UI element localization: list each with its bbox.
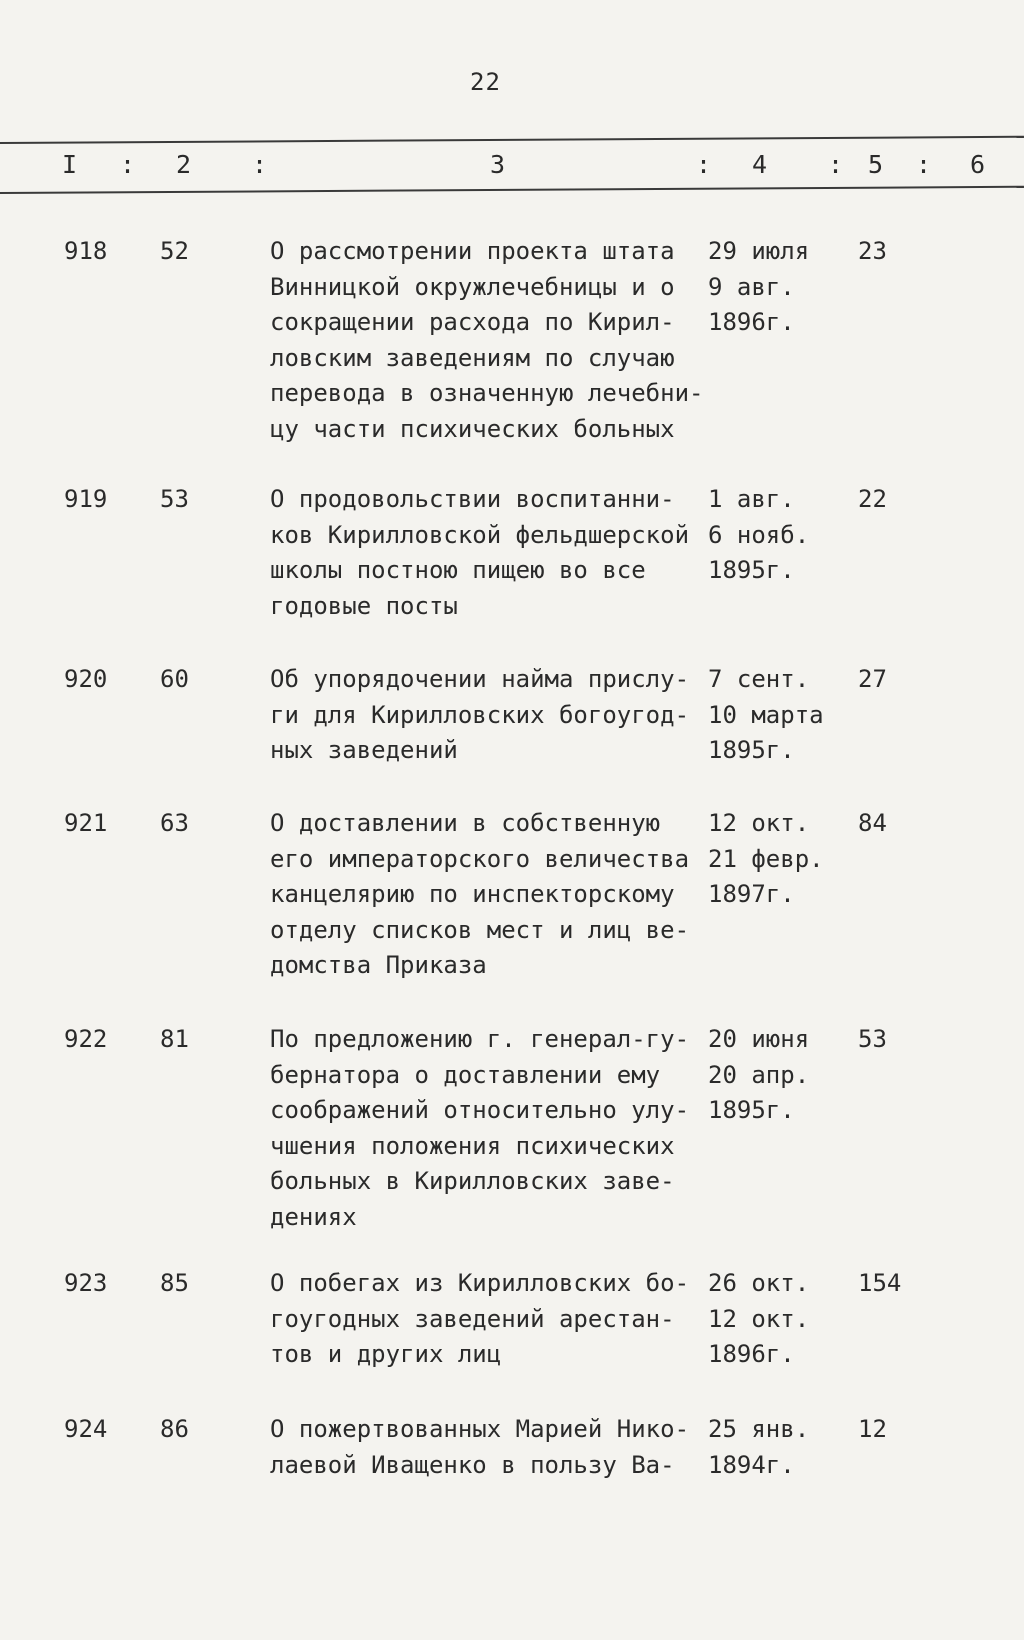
sheet-number: 52 [160, 237, 189, 265]
header-col-6: 6 [970, 150, 986, 179]
entry-date-line: 20 апр. [708, 1060, 810, 1089]
entry-title-line: По предложению г. генерал-гу- [270, 1025, 690, 1053]
entry-title [270, 806, 689, 984]
header-col-3: 3 [490, 150, 506, 179]
entry-title [270, 1266, 689, 1373]
entry-title-line: домства Приказа [270, 951, 487, 979]
sheet-number: 81 [160, 1025, 189, 1053]
entry-number: 920 [64, 665, 108, 693]
entry-date-line: 12 окт. [708, 1304, 810, 1333]
entry-date-line: 1896г. [708, 1340, 795, 1368]
entry-title-line: больных в Кирилловских заве- [270, 1167, 675, 1195]
entry-title-line: О рассмотрении проекта штата [270, 237, 675, 265]
entry-date-line: 1895г. [708, 736, 795, 764]
entry-date-line: 1896г. [708, 308, 795, 336]
entry-date-line: 1894г. [708, 1450, 795, 1479]
entry-title-line: школы постною пищею во все [270, 556, 646, 584]
entry-date-line: 1895г. [708, 1096, 795, 1124]
entry-date-line: 1 авг. [708, 485, 795, 513]
page-count: 22 [858, 485, 887, 513]
sheet-number: 63 [160, 809, 189, 837]
header-col-1: I [62, 150, 78, 179]
entry-date-line: 1895г. [708, 556, 795, 584]
entry-title-line: Об упорядочении найма прислу- [270, 665, 690, 693]
entry-date-line: 29 июля [708, 237, 810, 265]
entry-title-line: его императорского величества [270, 844, 690, 873]
header-sep-4: : [828, 150, 844, 179]
header-col-4: 4 [752, 150, 768, 179]
entry-dates [708, 1412, 809, 1483]
entry-title [270, 482, 689, 624]
entry-title-line: О доставлении в собственную [270, 809, 661, 837]
entry-title-line: бернатора о доставлении ему [270, 1060, 661, 1089]
page-count: 27 [858, 665, 887, 693]
entry-date-line: 7 сент. [708, 665, 810, 693]
entry-number: 919 [64, 485, 108, 513]
sheet-number: 60 [160, 665, 189, 693]
entry-title-line: годовые посты [270, 591, 458, 620]
entry-title-line: канцелярию по инспекторскому [270, 880, 675, 908]
header-top-rule [0, 136, 1024, 144]
entry-number: 923 [64, 1269, 108, 1297]
header-sep-3: : [696, 150, 712, 179]
entry-title-line: О пожертвованных Марией Нико- [270, 1415, 690, 1443]
entry-title-line: гоугодных заведений арестан- [270, 1304, 675, 1333]
entry-number: 922 [64, 1025, 108, 1053]
entry-date-line: 10 марта [708, 700, 824, 729]
entry-dates [708, 482, 809, 589]
entry-title-line: чшения положения психических [270, 1131, 675, 1160]
entry-dates [708, 1022, 809, 1129]
entry-title-line: цу части психических больных [270, 414, 675, 443]
entry-title-line: ков Кирилловской фельдшерской [270, 520, 690, 549]
entry-title-line: О продовольствии воспитанни- [270, 485, 675, 513]
page-number: 22 [470, 68, 501, 96]
entry-title-line: отделу списков мест и лиц ве- [270, 915, 690, 944]
entry-date-line: 21 февр. [708, 844, 824, 873]
page-count: 84 [858, 809, 887, 837]
sheet-number: 85 [160, 1269, 189, 1297]
header-sep-5: : [916, 150, 932, 179]
entry-title-line: сокращении расхода по Кирил- [270, 308, 675, 336]
entry-title-line: дениях [270, 1202, 357, 1231]
entry-dates [708, 1266, 809, 1373]
entry-dates [708, 234, 809, 341]
entry-number: 918 [64, 237, 108, 265]
entry-title-line: ловским заведениям по случаю [270, 343, 675, 372]
sheet-number: 86 [160, 1415, 189, 1443]
page-count: 23 [858, 237, 887, 265]
entry-date-line: 6 нояб. [708, 520, 810, 549]
entry-title [270, 662, 689, 769]
entry-dates [708, 662, 824, 769]
sheet-number: 53 [160, 485, 189, 513]
entry-title-line: О побегах из Кирилловских бо- [270, 1269, 690, 1297]
entry-title [270, 234, 703, 447]
entry-date-line: 9 авг. [708, 272, 795, 301]
page-count: 53 [858, 1025, 887, 1053]
header-col-2: 2 [176, 150, 192, 179]
entry-number: 921 [64, 809, 108, 837]
entry-date-line: 25 янв. [708, 1415, 810, 1443]
entry-title-line: тов и других лиц [270, 1340, 502, 1368]
header-col-5: 5 [868, 150, 884, 179]
header-sep-1: : [120, 150, 136, 179]
entry-date-line: 20 июня [708, 1025, 810, 1053]
entry-title [270, 1022, 689, 1235]
entry-title-line: Винницкой окружлечебницы и о [270, 272, 675, 301]
entry-title-line: лаевой Иващенко в пользу Ва- [270, 1450, 675, 1479]
header-sep-2: : [252, 150, 268, 179]
entry-date-line: 12 окт. [708, 809, 810, 837]
page-count: 154 [858, 1269, 902, 1297]
entry-date-line: 26 окт. [708, 1269, 810, 1297]
entry-number: 924 [64, 1415, 108, 1443]
entry-title-line: ги для Кирилловских богоугод- [270, 700, 690, 729]
entry-title [270, 1412, 689, 1483]
entry-title-line: соображений относительно улу- [270, 1096, 690, 1124]
entry-title-line: ных заведений [270, 736, 458, 764]
header-bottom-rule [0, 186, 1024, 194]
entry-title-line: перевода в означенную лечебни- [270, 379, 704, 407]
entry-dates [708, 806, 824, 913]
page-count: 12 [858, 1415, 887, 1443]
entry-date-line: 1897г. [708, 880, 795, 908]
